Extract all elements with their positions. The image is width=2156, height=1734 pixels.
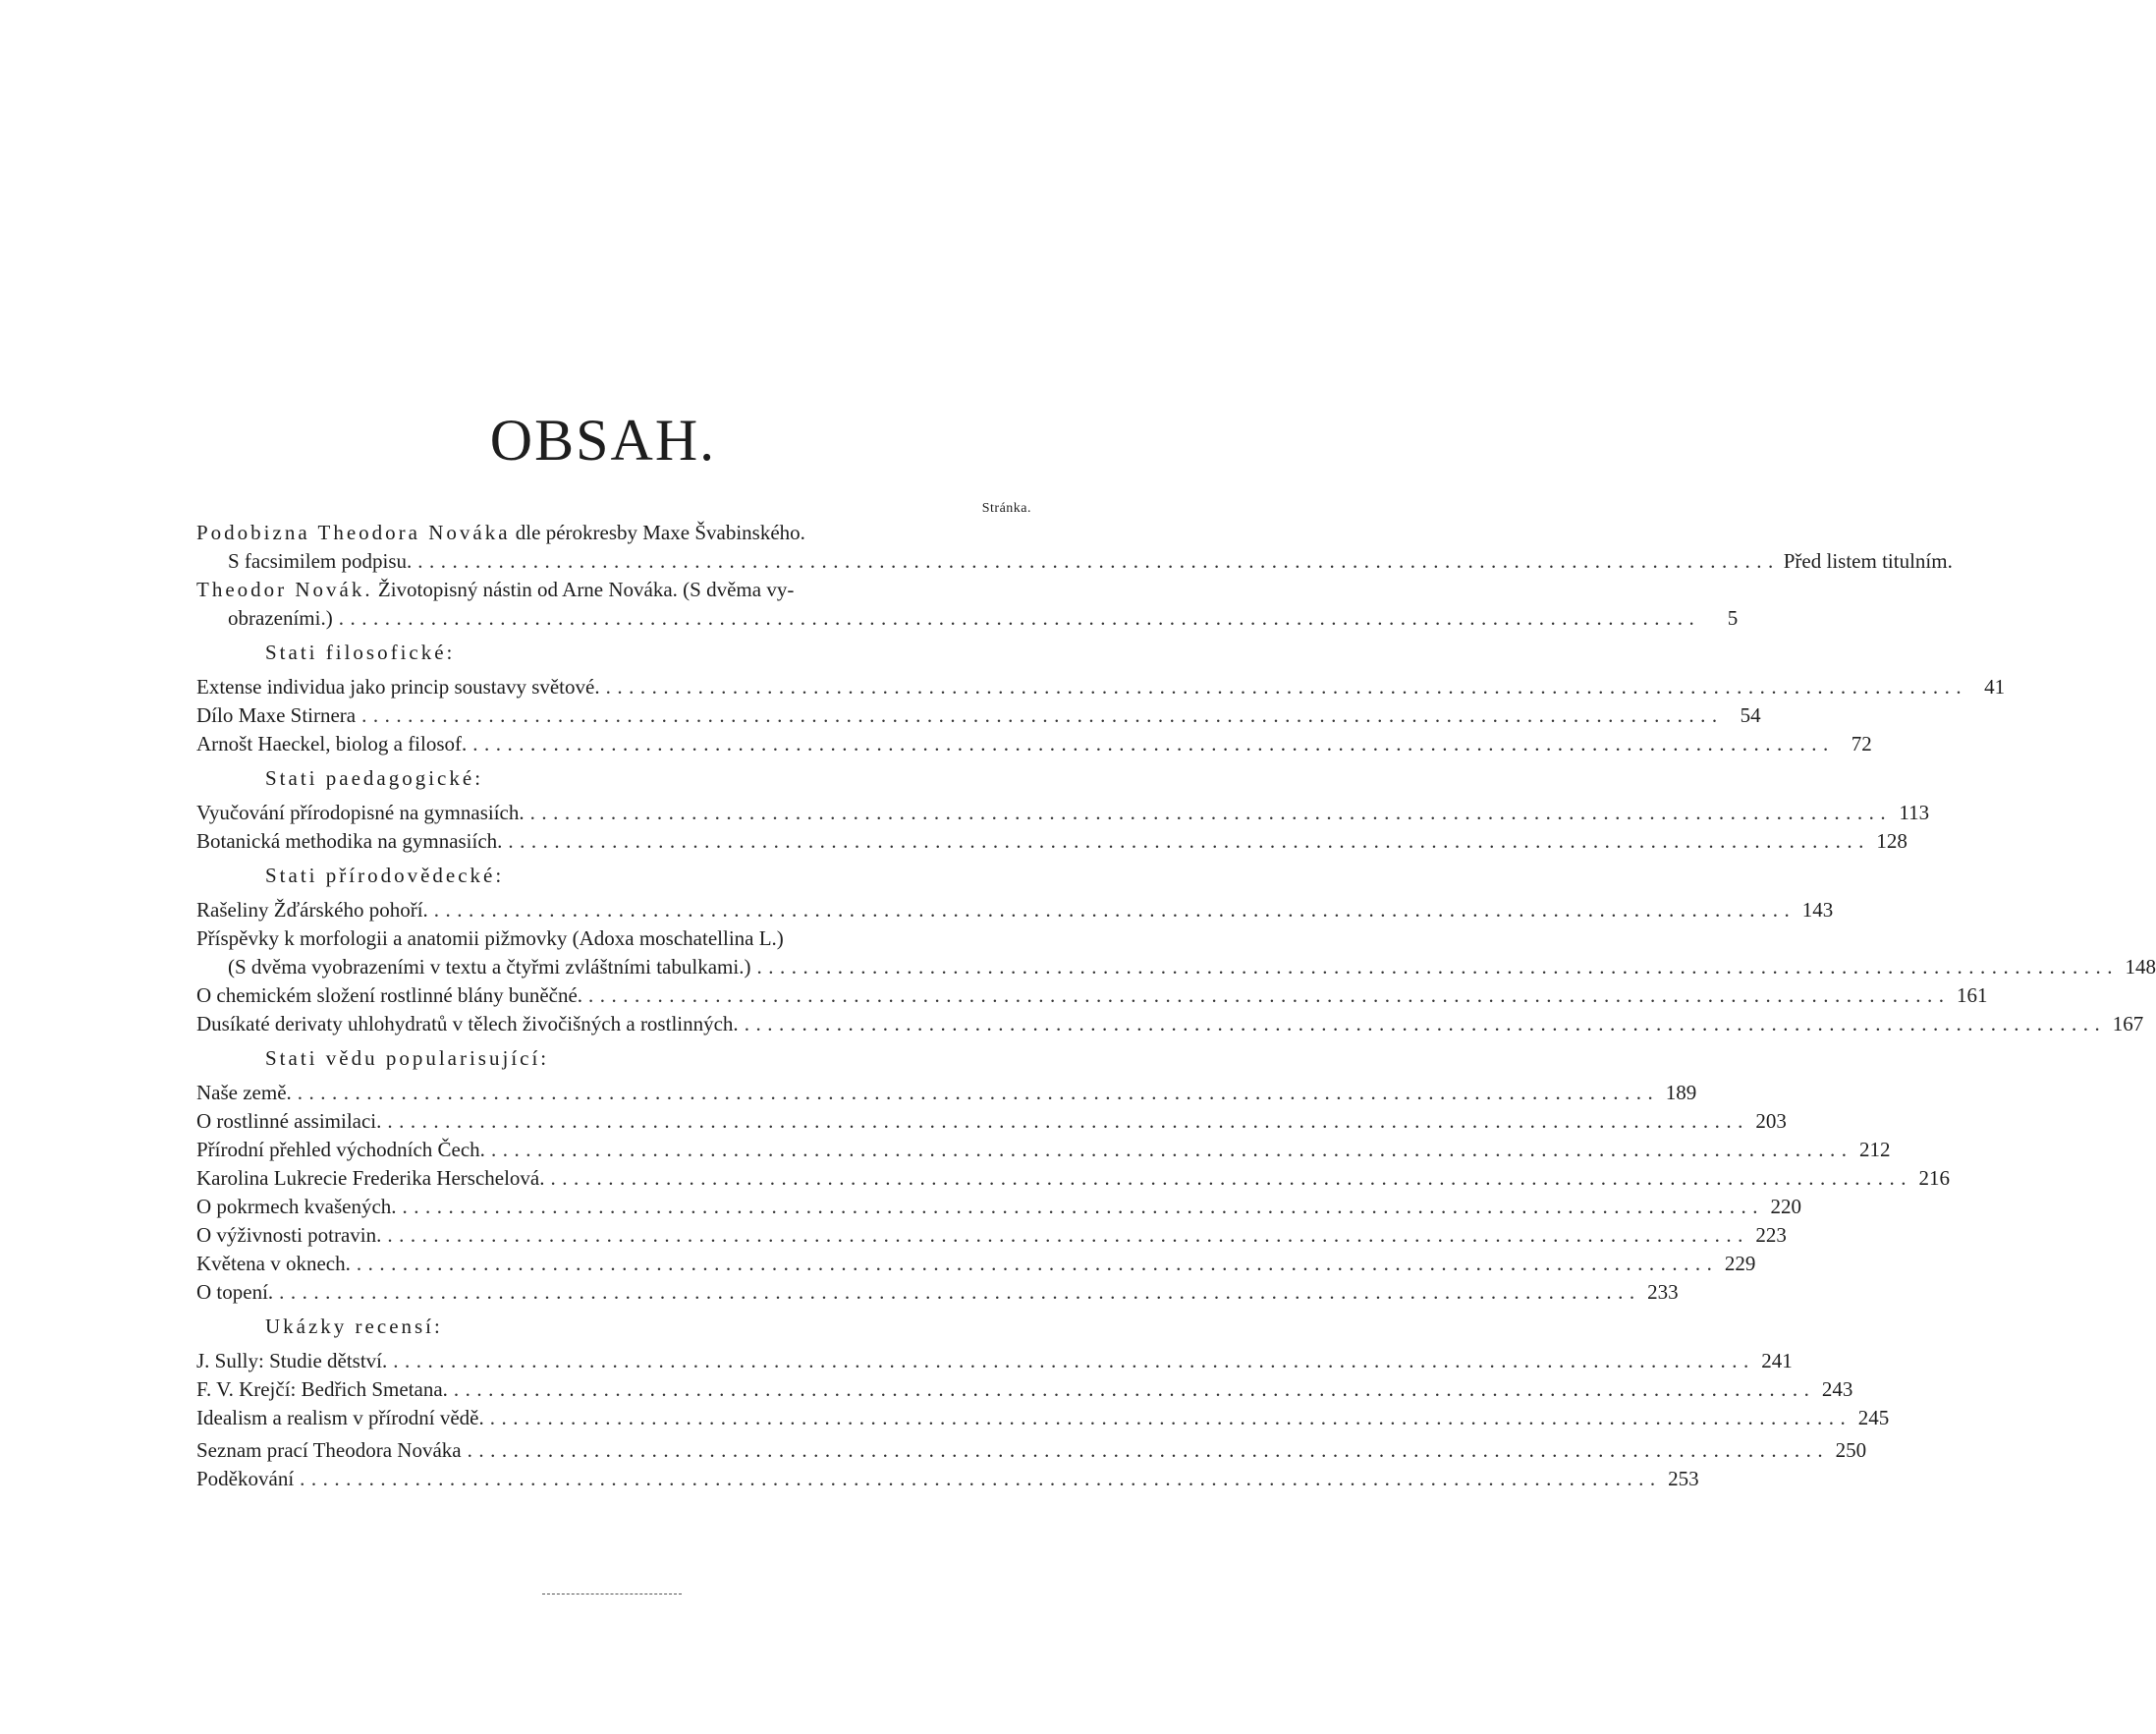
toc-entry	[196, 730, 1872, 758]
entry-page: 54	[1740, 703, 1761, 727]
entry-page: 216	[1918, 1166, 1950, 1190]
leader-dots: ......................................................................................................................	[300, 1467, 1662, 1490]
entry-text: Dusíkaté derivaty uhlohydratů v tělech živočišných a rostlinných.	[196, 1012, 739, 1035]
entry-page: 233	[1647, 1280, 1679, 1304]
entry-page: Před listem titulním.	[1783, 549, 1953, 573]
entry-text: F. V. Krejčí: Bedřich Smetana.	[196, 1377, 448, 1401]
toc-entry	[196, 1404, 1890, 1432]
toc-entry	[196, 924, 1031, 953]
entry-text: Vyučování přírodopisné na gymnasiích.	[196, 801, 525, 824]
entry-page: 5	[1727, 606, 1739, 630]
entry-page: 250	[1835, 1438, 1867, 1462]
leader-dots: ......................................................................................................................	[550, 1166, 1912, 1190]
entry-page: 241	[1761, 1349, 1793, 1372]
toc-sections	[196, 639, 2156, 1432]
toc-entry	[196, 1250, 1756, 1278]
leader-dots: ......................................................................................................................	[297, 1081, 1660, 1104]
entry-text: Dílo Maxe Stirnera	[196, 703, 357, 727]
entry-text: Naše země.	[196, 1081, 292, 1104]
entry-text: (S dvěma vyobrazeními v textu a čtyřmi zvláštními tabulkami.)	[228, 955, 751, 979]
entry-text: Extense individua jako princip soustavy světové.	[196, 675, 600, 699]
leader-dots: ......................................................................................................................	[361, 703, 1724, 727]
leader-dots: ......................................................................................................................	[387, 1223, 1749, 1247]
toc-entry	[196, 981, 1988, 1010]
leader-dots: ......................................................................................................................	[387, 1109, 1749, 1133]
toc-entry	[196, 1010, 2144, 1038]
leader-dots: ......................................................................................................................	[756, 955, 2119, 979]
section-heading: Stati vědu popularisující:	[265, 1046, 550, 1070]
entry-text: Příspěvky k morfologii a anatomii pižmovky (Adoxa moschatellina L.)	[196, 926, 784, 950]
leader-dots: ......................................................................................................................	[744, 1012, 2107, 1035]
entry-text: Botanická methodika na gymnasiích.	[196, 829, 503, 853]
toc-entry	[196, 673, 2006, 701]
leader-dots: ......................................................................................................................	[279, 1280, 1641, 1304]
entry-page: 189	[1665, 1081, 1697, 1104]
toc-entry	[196, 896, 1834, 924]
toc-entry	[196, 1079, 1697, 1107]
toc-entry	[196, 1436, 1867, 1465]
entry-page: 253	[1668, 1467, 1699, 1490]
toc-entry	[196, 604, 1739, 633]
toc-entry	[196, 1136, 1891, 1164]
entry-page: 72	[1851, 732, 1872, 755]
entry-text: O výživnosti potravin.	[196, 1223, 382, 1247]
entry-page: 212	[1858, 1138, 1891, 1161]
entry-text: Seznam prací Theodora Nováka	[196, 1438, 462, 1462]
section-heading: Ukázky recensí:	[265, 1314, 443, 1338]
entry-page: 203	[1755, 1109, 1787, 1133]
toc-entry	[196, 1164, 1950, 1193]
entry-text: Květena v oknech.	[196, 1252, 351, 1275]
entry-lead: Theodor Novák.	[196, 578, 373, 601]
toc-entry	[196, 953, 2156, 981]
page-column-label: Stránka.	[981, 501, 1031, 516]
entry-text: S facsimilem podpisu.	[228, 549, 413, 573]
entry-text: O topení.	[196, 1280, 274, 1304]
entry-text: O chemickém složení rostlinné blány buněčné.	[196, 983, 583, 1007]
toc-entry	[196, 827, 1907, 856]
entry-page: 243	[1821, 1377, 1853, 1401]
leader-dots: ......................................................................................................................	[356, 1252, 1719, 1275]
entry-text: Životopisný nástin od Arne Nováka. (S dvěma vy-	[372, 578, 795, 601]
entry-page: 245	[1857, 1406, 1890, 1429]
leader-dots: ......................................................................................................................	[588, 983, 1951, 1007]
toc-entry	[196, 519, 1031, 547]
entry-text: Poděkování	[196, 1467, 295, 1490]
entry-page: 220	[1770, 1195, 1802, 1218]
entry-page: 223	[1755, 1223, 1787, 1247]
leader-dots: ......................................................................................................................	[529, 801, 1893, 824]
leader-dots: ......................................................................................................................	[605, 675, 1968, 699]
toc-entry	[196, 1347, 1793, 1375]
leader-dots: ......................................................................................................................	[467, 1438, 1830, 1462]
entry-lead: Podobizna Theodora Nováka	[196, 521, 511, 544]
entry-page: 128	[1876, 829, 1907, 853]
leader-dots: ......................................................................................................................	[433, 898, 1797, 922]
toc-entry	[196, 1375, 1853, 1404]
toc-entry	[196, 701, 1761, 730]
leader-dots: ......................................................................................................................	[393, 1349, 1755, 1372]
leader-dots: ......................................................................................................................	[489, 1406, 1852, 1429]
toc-entry	[196, 1193, 1802, 1221]
entry-text: O pokrmech kvašených.	[196, 1195, 397, 1218]
entry-page: 143	[1801, 898, 1834, 922]
entry-text: Rašeliny Žďárského pohoří.	[196, 898, 428, 922]
toc-entry	[196, 547, 1953, 576]
leader-dots: ......................................................................................................................	[453, 1377, 1816, 1401]
entry-page: 113	[1899, 801, 1930, 824]
leader-dots: ......................................................................................................................	[338, 606, 1701, 630]
section-heading: Stati paedagogické:	[265, 766, 484, 790]
entry-text: O rostlinné assimilaci.	[196, 1109, 382, 1133]
entry-text: Arnošt Haeckel, biolog a filosof.	[196, 732, 468, 755]
page-title: OBSAH.	[489, 408, 717, 473]
section-heading: Stati filosofické:	[265, 641, 456, 664]
entry-page: 229	[1724, 1252, 1756, 1275]
entry-text: Přírodní přehled východních Čech.	[196, 1138, 485, 1161]
toc-entry	[196, 576, 1031, 604]
section-heading: Stati přírodovědecké:	[265, 864, 505, 887]
leader-dots: ......................................................................................................................	[472, 732, 1835, 755]
entry-text: Idealism a realism v přírodní vědě.	[196, 1406, 484, 1429]
entry-text: Karolina Lukrecie Frederika Herschelová.	[196, 1166, 545, 1190]
toc-entry	[196, 799, 1930, 827]
toc-entry	[196, 1465, 1699, 1493]
entry-text: dle pérokresby Maxe Švabinského.	[510, 521, 805, 544]
table-of-contents	[196, 519, 2156, 1493]
entry-page: 161	[1957, 983, 1988, 1007]
entry-text: obrazeními.)	[228, 606, 333, 630]
toc-entry	[196, 1221, 1787, 1250]
entry-page: 167	[2112, 1012, 2144, 1035]
entry-page: 148	[2125, 955, 2156, 979]
leader-dots: ......................................................................................................................	[490, 1138, 1853, 1161]
toc-entry	[196, 1107, 1787, 1136]
entry-text: J. Sully: Studie dětství.	[196, 1349, 388, 1372]
leader-dots: ......................................................................................................................	[402, 1195, 1765, 1218]
entry-page: 41	[1984, 675, 2006, 699]
leader-dots: ......................................................................................................................	[508, 829, 1870, 853]
toc-entry	[196, 1278, 1679, 1307]
leader-dots: ......................................................................................................................	[417, 549, 1780, 573]
